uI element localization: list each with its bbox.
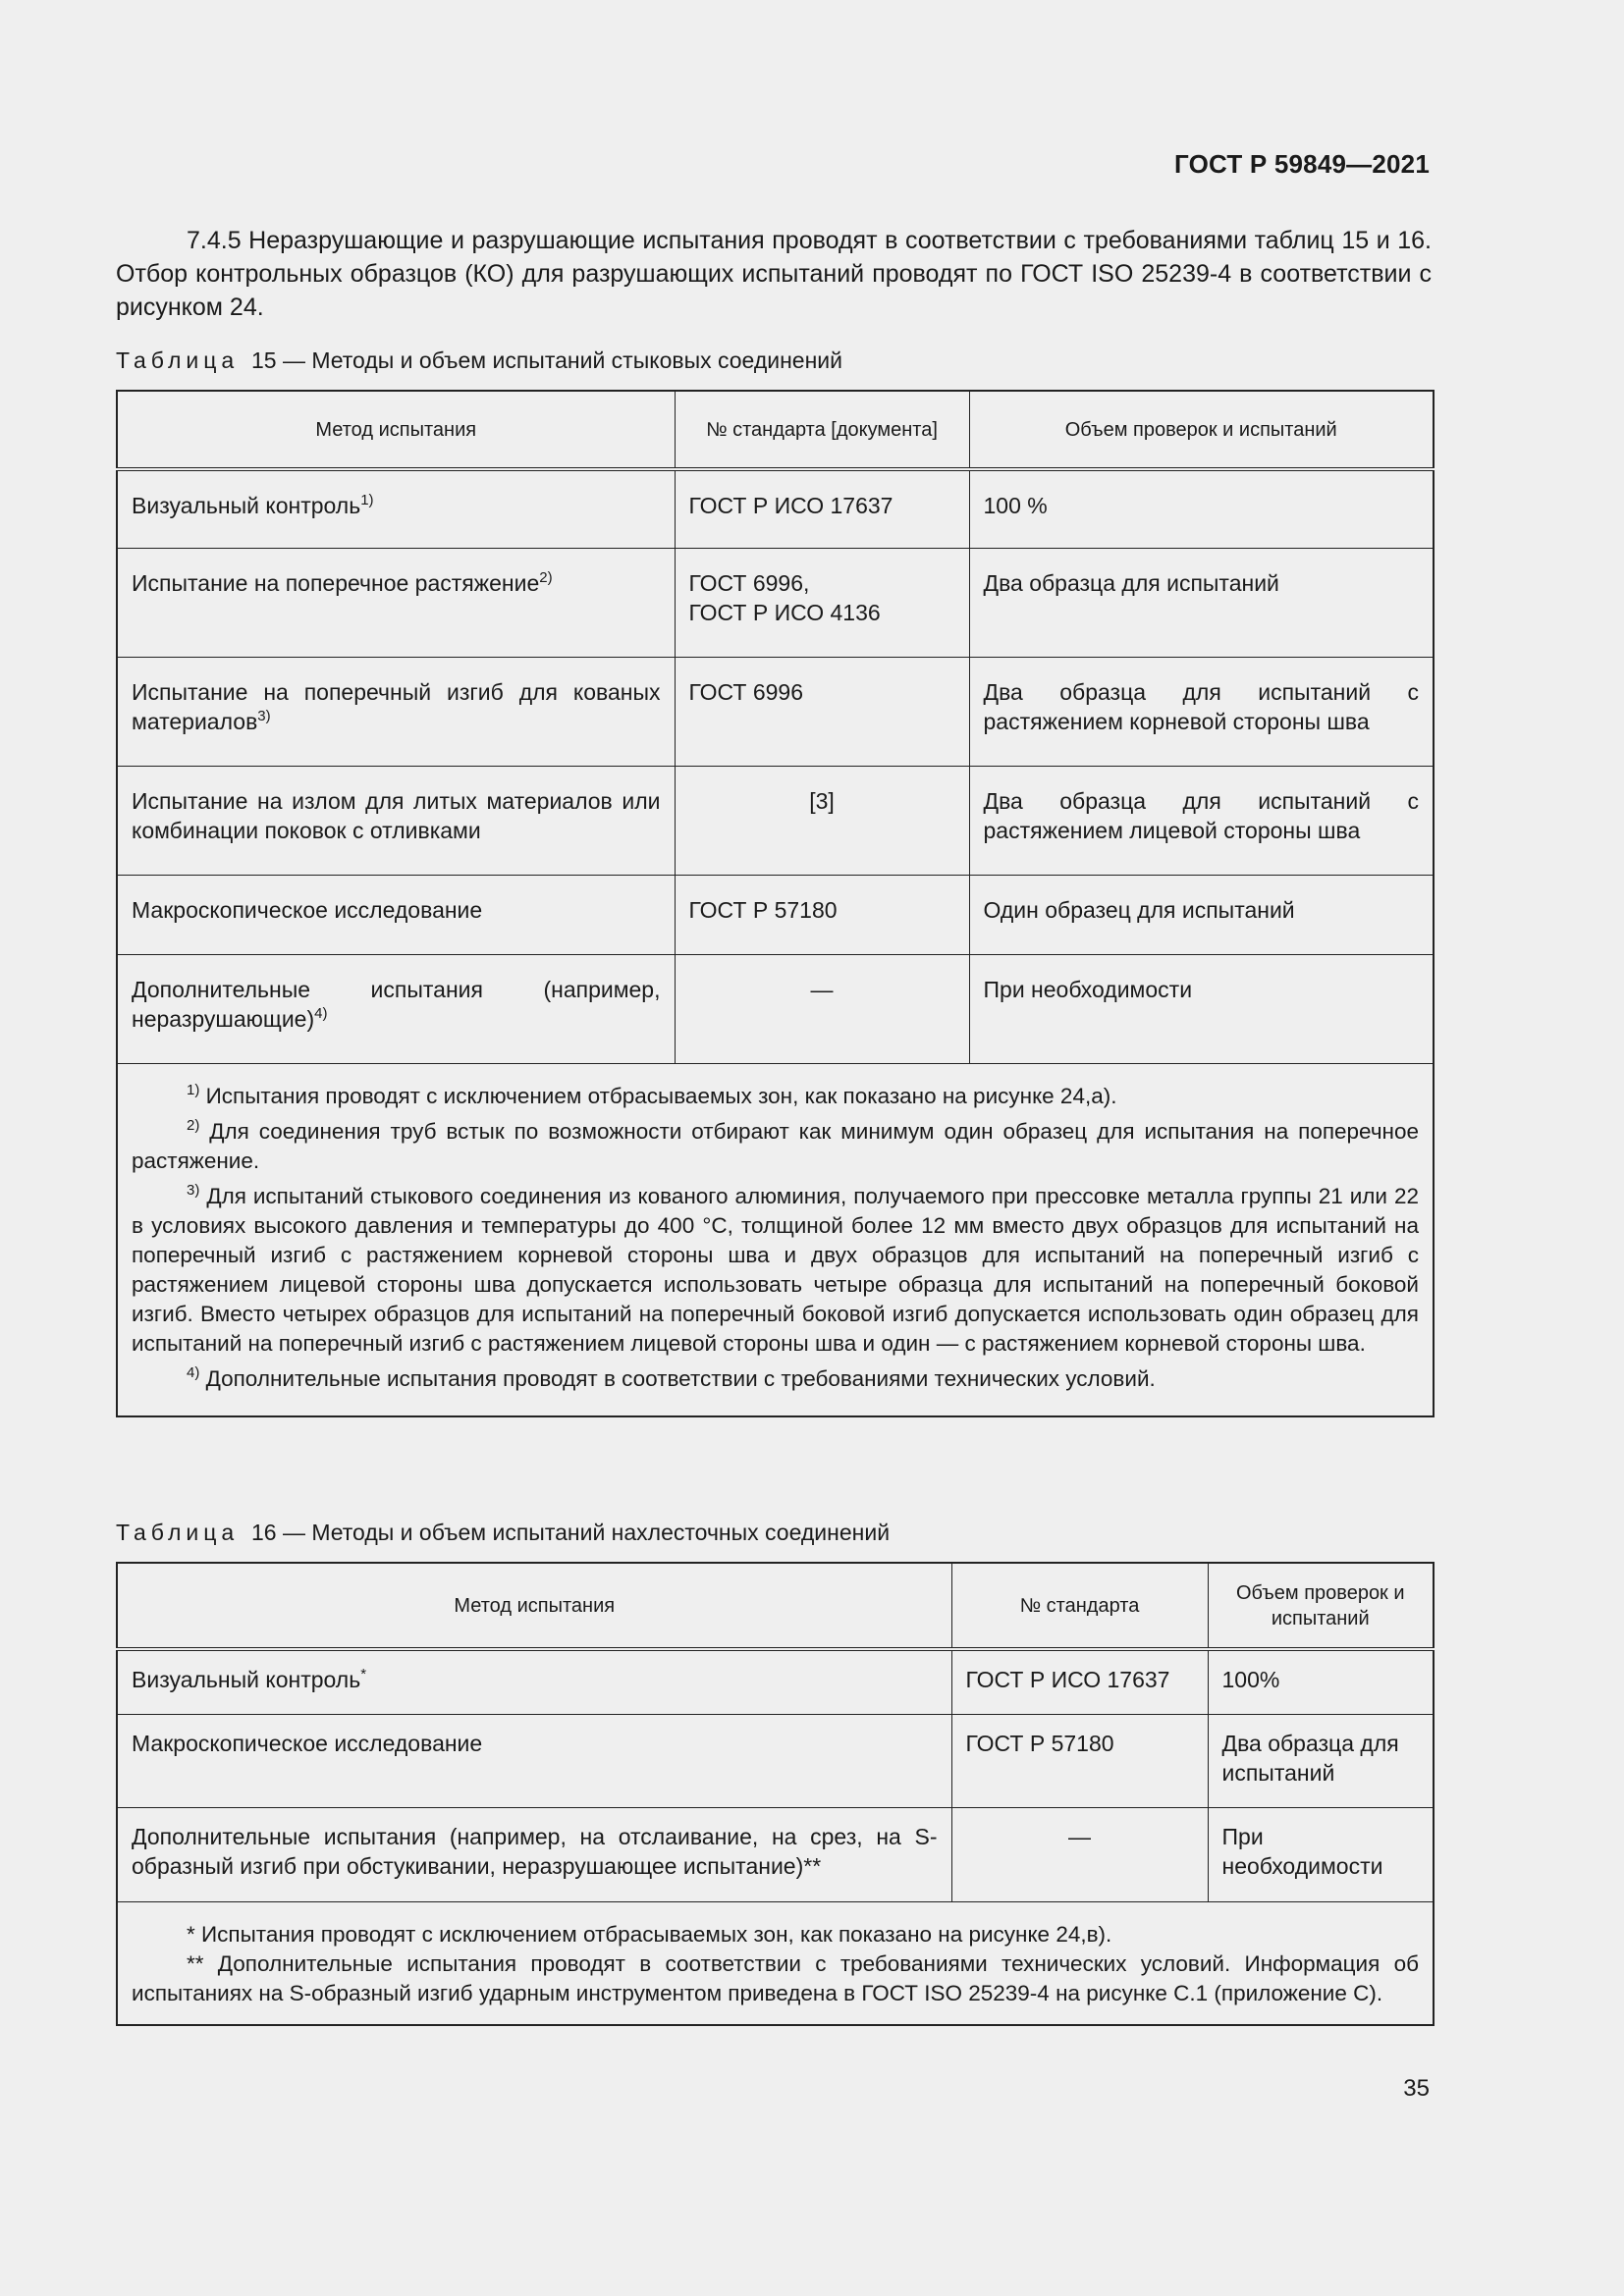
table-cell-scope: Два образца для испытаний	[969, 548, 1434, 657]
table-15-notes	[117, 1063, 1434, 1416]
table-15-header-method: Метод испытания	[117, 391, 675, 469]
table-16-header-scope: Объем проверок и испытаний	[1208, 1563, 1434, 1649]
intro-text: 7.4.5 Неразрушающие и разрушающие испытания проводят в соответствии с требованиями таблиц 15 и 16. Отбор контрольных образцов (КО) для разрушающих испытаний проводят по ГОСТ ISO 25239-4 в соответствии с рисунком 24.	[116, 227, 1432, 321]
table-16-caption-prefix: Таблица	[116, 1520, 240, 1545]
table-cell-standard: —	[675, 954, 969, 1063]
table-row	[117, 469, 1434, 548]
table-cell-standard: ГОСТ Р 57180	[951, 1714, 1208, 1807]
table-cell-scope: Два образца для испытаний	[1208, 1714, 1434, 1807]
table-16-note: * Испытания проводят с исключением отбрасываемых зон, как показано на рисунке 24,в).	[187, 1921, 1112, 1947]
table-cell-method: Дополнительные испытания (например, неразрушающие)$^{4)}$	[117, 954, 675, 1063]
table-row	[117, 954, 1434, 1063]
table-row	[117, 875, 1434, 954]
table-16-note: ** Дополнительные испытания проводят в соответствии с требованиями технических условий. Информация об испытаниях на S-образный изгиб ударным инструментом приведена в ГОСТ ISO 25239-4 на рисунке С.1 (приложение С).	[132, 1950, 1419, 2005]
table-15	[116, 390, 1435, 1417]
table-15-caption	[116, 347, 842, 374]
table-16-notes	[117, 1901, 1434, 2025]
table-row	[117, 657, 1434, 766]
document-header: ГОСТ Р 59849—2021	[1174, 149, 1430, 179]
table-cell-method: Визуальный контроль*	[117, 1649, 951, 1714]
table-cell-method: Макроскопическое исследование	[117, 875, 675, 954]
table-16-header-method: Метод испытания	[117, 1563, 951, 1649]
intro-paragraph	[116, 224, 1432, 324]
table-cell-scope: Два образца для испытаний с растяжением корневой стороны шва	[969, 657, 1434, 766]
table-16-header-standard: № стандарта	[951, 1563, 1208, 1649]
table-cell-scope: 100 %	[969, 469, 1434, 548]
table-cell-standard: [3]	[675, 766, 969, 875]
table-15-note: $^{4)}$ Дополнительные испытания проводят в соответствии с требованиями технических условий.	[187, 1363, 1156, 1391]
table-16-caption-title: 16 — Методы и объем испытаний нахлесточных соединений	[250, 1520, 891, 1545]
table-cell-method: Визуальный контроль$^{1)}$	[117, 469, 675, 548]
table-16	[116, 1562, 1435, 2026]
table-16-notes-row	[117, 1901, 1434, 2025]
table-15-header-scope: Объем проверок и испытаний	[969, 391, 1434, 469]
table-cell-standard: ГОСТ Р ИСО 17637	[951, 1649, 1208, 1714]
table-cell-method: Макроскопическое исследование	[117, 1714, 951, 1807]
page-number: 35	[1403, 2075, 1430, 2102]
table-row	[117, 548, 1434, 657]
table-15-caption-prefix: Таблица	[116, 347, 240, 373]
table-16-header-row	[117, 1563, 1434, 1649]
table-cell-standard: ГОСТ 6996, ГОСТ Р ИСО 4136	[675, 548, 969, 657]
table-cell-scope: При необходимости	[969, 954, 1434, 1063]
table-cell-scope: При необходимости	[1208, 1807, 1434, 1901]
table-cell-standard: ГОСТ Р ИСО 17637	[675, 469, 969, 548]
table-row	[117, 1807, 1434, 1901]
table-15-caption-title: 15 — Методы и объем испытаний стыковых соединений	[250, 347, 842, 373]
table-15-header-row	[117, 391, 1434, 469]
table-cell-scope: Два образца для испытаний с растяжением лицевой стороны шва	[969, 766, 1434, 875]
table-cell-method: Испытание на поперечное растяжение$^{2)}$	[117, 548, 675, 657]
table-cell-standard: ГОСТ Р 57180	[675, 875, 969, 954]
table-cell-standard: ГОСТ 6996	[675, 657, 969, 766]
table-15-note: $^{2)}$ Для соединения труб встык по возможности отбирают как минимум один образец для испытания на поперечное растяжение.	[132, 1116, 1419, 1173]
table-cell-method: Дополнительные испытания (например, на отслаивание, на срез, на S-образный изгиб при обстукивании, неразрушающее испытание)**	[117, 1807, 951, 1901]
table-15-notes-row	[117, 1063, 1434, 1416]
table-row	[117, 766, 1434, 875]
table-cell-standard: —	[951, 1807, 1208, 1901]
table-15-header-standard: № стандарта [документа]	[675, 391, 969, 469]
table-cell-method: Испытание на излом для литых материалов или комбинации поковок с отливками	[117, 766, 675, 875]
table-15-note: $^{1)}$ Испытания проводят с исключением отбрасываемых зон, как показано на рисунке 24,а).	[187, 1081, 1117, 1108]
table-cell-method: Испытание на поперечный изгиб для кованых материалов$^{3)}$	[117, 657, 675, 766]
table-cell-scope: Один образец для испытаний	[969, 875, 1434, 954]
table-15-note: $^{3)}$ Для испытаний стыкового соединения из кованого алюминия, получаемого при прессовке металла группы 21 или 22 в условиях высокого давления и температуры до 400 °С, толщиной более 12 мм вместо двух образцов для испытаний на поперечный изгиб с растяжением корневой стороны шва и двух образцов для испытаний на поперечный изгиб с растяжением лицевой стороны шва допускается использовать четыре образца для испытаний на поперечный боковой изгиб. Вместо четырех образцов для испытаний на поперечный боковой изгиб допускается использовать один образец для испытаний на поперечный изгиб с растяжением лицевой стороны шва и один — с растяжением корневой стороны шва.	[132, 1181, 1419, 1356]
table-cell-scope: 100%	[1208, 1649, 1434, 1714]
table-row	[117, 1714, 1434, 1807]
table-16-caption	[116, 1520, 890, 1546]
table-row	[117, 1649, 1434, 1714]
